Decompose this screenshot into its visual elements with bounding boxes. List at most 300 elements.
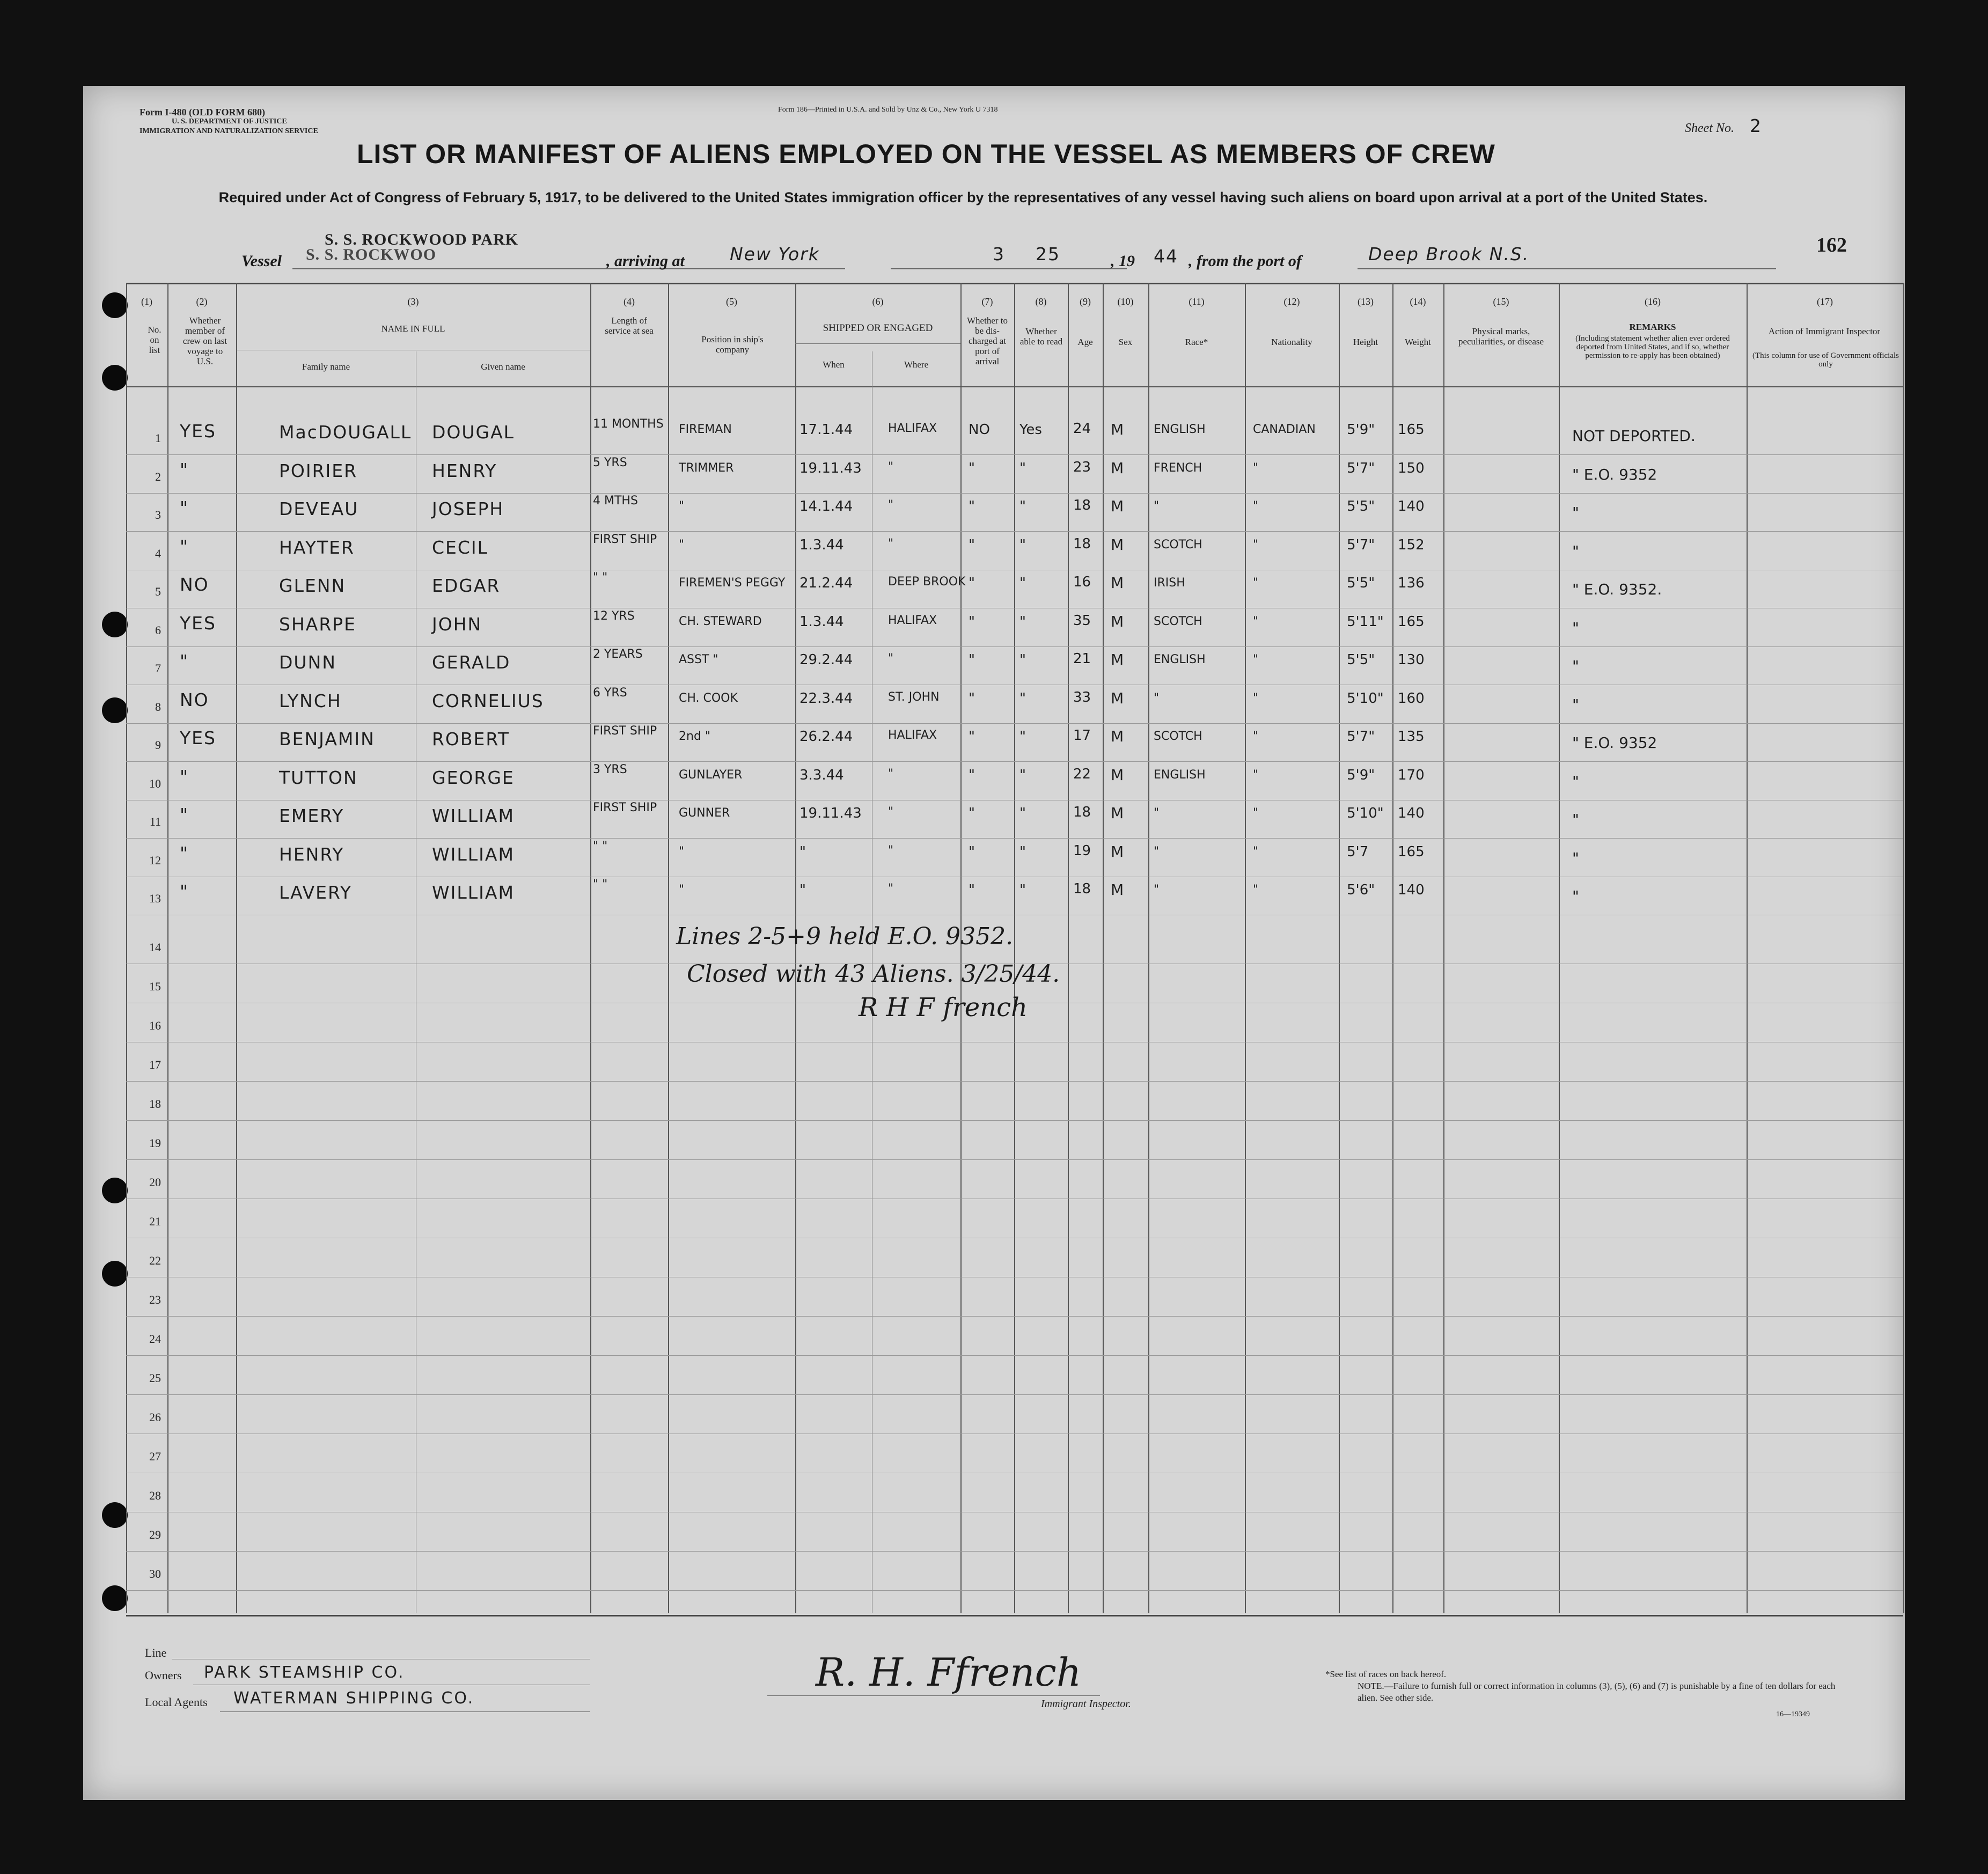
- cell-sex: M: [1111, 421, 1124, 438]
- cell-position: ": [679, 499, 685, 513]
- cell-remarks: NOT DEPORTED.: [1572, 427, 1696, 445]
- cell-discharged: ": [969, 575, 975, 591]
- cell-read: ": [1019, 537, 1026, 553]
- cell-read: ": [1019, 498, 1026, 515]
- table-row: [126, 416, 1903, 454]
- table-row: [126, 1160, 1903, 1199]
- cell-remarks: ": [1572, 504, 1579, 521]
- punch-hole: [102, 365, 128, 391]
- cell-discharged: ": [969, 767, 975, 783]
- cell-family-name: SHARPE: [279, 613, 357, 635]
- row-number: 20: [149, 1175, 161, 1189]
- cell-given-name: GERALD: [432, 652, 511, 673]
- cell-discharged: ": [969, 652, 975, 668]
- cell-where: ": [888, 767, 894, 781]
- col-10-num: (10): [1117, 296, 1134, 307]
- cell-read: ": [1019, 652, 1026, 668]
- year-value: 44: [1154, 246, 1178, 267]
- cell-when: 22.3.44: [799, 690, 853, 707]
- inspector-label: Immigrant Inspector.: [1041, 1698, 1131, 1710]
- vessel-stamp-bottom: S. S. ROCKWOO: [306, 246, 437, 263]
- cell-when: 19.11.43: [799, 805, 862, 821]
- cell-read: ": [1019, 805, 1026, 821]
- agents-label: Local Agents: [145, 1695, 208, 1709]
- vessel-label: Vessel: [241, 252, 282, 270]
- col-nationality: Nationality: [1271, 337, 1312, 347]
- table-row: [126, 493, 1903, 531]
- row-number: 7: [155, 662, 161, 675]
- cell-position: FIREMAN: [679, 423, 732, 436]
- cell-where: ": [888, 537, 894, 550]
- cell-position: GUNNER: [679, 806, 730, 820]
- col-1-num: (1): [141, 296, 152, 307]
- row-number: 11: [149, 815, 161, 828]
- col-where: Where: [904, 359, 929, 370]
- cell-discharged: ": [969, 690, 975, 707]
- cell-position: CH. COOK: [679, 691, 738, 705]
- table-row: [126, 1317, 1903, 1355]
- cell-height: 5'11": [1347, 613, 1384, 630]
- col-3-num: (3): [407, 296, 419, 307]
- row-number: 23: [149, 1293, 161, 1306]
- row-rule: [126, 493, 1903, 494]
- cell-service: 6 YRS: [593, 686, 627, 700]
- cell-given-name: ROBERT: [432, 729, 510, 749]
- col-2-num: (2): [196, 296, 208, 307]
- cell-nationality: ": [1253, 730, 1259, 743]
- cell-height: 5'7": [1347, 537, 1375, 553]
- cell-sex: M: [1111, 574, 1124, 592]
- sheet-number: [1685, 115, 1762, 136]
- cell-remarks: ": [1572, 849, 1579, 867]
- cell-weight: 152: [1398, 537, 1425, 553]
- cell-position: GUNLAYER: [679, 768, 743, 782]
- cell-service: FIRST SHIP: [593, 801, 657, 814]
- cell-weight: 140: [1398, 882, 1425, 898]
- cell-race: ": [1154, 691, 1160, 705]
- cell-where: HALIFAX: [888, 613, 937, 627]
- cell-age: 21: [1073, 651, 1091, 667]
- col-7-num: (7): [981, 296, 993, 307]
- table-row: [126, 877, 1903, 915]
- cell-where: ": [888, 843, 894, 857]
- row-rule: [126, 454, 1903, 455]
- table-row: [126, 723, 1903, 761]
- cell-race: ENGLISH: [1154, 653, 1206, 666]
- table-row: [126, 570, 1903, 608]
- cell-remarks: ": [1572, 811, 1579, 828]
- cell-height: 5'5": [1347, 652, 1375, 668]
- cell-nationality: ": [1253, 614, 1259, 628]
- cell-nationality: ": [1253, 768, 1259, 782]
- cell-family-name: HENRY: [279, 843, 344, 865]
- cell-given-name: HENRY: [432, 460, 497, 481]
- cell-age: 35: [1073, 612, 1091, 629]
- table-row: [126, 1356, 1903, 1394]
- cell-given-name: WILLIAM: [432, 805, 515, 826]
- row-number: 9: [155, 738, 161, 752]
- cell-service: " ": [593, 839, 608, 853]
- page-subtitle: Required under Act of Congress of February 5, 1917, to be delivered to the United States immigration officer by the representatives of any vessel having such aliens on board upon arrival at a port of the United States.: [218, 189, 1708, 205]
- cell-given-name: CECIL: [432, 537, 489, 558]
- cell-age: 17: [1073, 727, 1091, 744]
- cell-sex: M: [1111, 881, 1124, 899]
- table-row: [126, 1552, 1903, 1590]
- col-whether-member: Whether member of crew on last voyage to U.S.: [182, 315, 228, 366]
- table-row: [126, 646, 1903, 685]
- cell-read: ": [1019, 690, 1026, 707]
- row-number: 27: [149, 1450, 161, 1463]
- year-prefix: , 19: [1111, 252, 1135, 270]
- cell-discharged: ": [969, 805, 975, 821]
- row-rule: [126, 1394, 1903, 1395]
- cell-position: 2nd ": [679, 730, 711, 743]
- cell-service: " ": [593, 878, 608, 891]
- table-row: [126, 455, 1903, 493]
- table-row: [126, 685, 1903, 723]
- col-able-read: Whether able to read: [1019, 326, 1063, 347]
- cell-given-name: WILLIAM: [432, 843, 515, 865]
- cell-family-name: TUTTON: [279, 767, 358, 788]
- col-name-in-full: NAME IN FULL: [381, 324, 445, 334]
- cell-family-name: DEVEAU: [279, 498, 359, 519]
- col-17-num: (17): [1817, 296, 1833, 307]
- cell-discharged: ": [969, 613, 975, 630]
- cell-position: CH. STEWARD: [679, 614, 762, 628]
- row-number: 22: [149, 1254, 161, 1267]
- cell-service: FIRST SHIP: [593, 724, 657, 738]
- row-number: 30: [149, 1567, 161, 1581]
- row-number: 3: [155, 508, 161, 521]
- col-no-on-list: No. on list: [148, 325, 162, 355]
- cell-service: 11 MONTHS: [593, 417, 664, 431]
- fine-note: NOTE.—Failure to furnish full or correct information in columns (3), (5), (6) and (7) is punishable by a fine of ten dollars for each alien. See other side.: [1358, 1681, 1836, 1703]
- table-row: [126, 532, 1903, 570]
- punch-hole: [102, 697, 128, 723]
- cell-weight: 130: [1398, 652, 1425, 668]
- cell-service: 12 YRS: [593, 609, 635, 623]
- cell-service: " ": [593, 571, 608, 584]
- row-rule: [126, 838, 1903, 839]
- cell-discharged: NO: [969, 422, 990, 438]
- col-age: Age: [1077, 337, 1093, 347]
- cell-member: ": [180, 766, 189, 787]
- cell-family-name: DUNN: [279, 652, 336, 673]
- cell-given-name: CORNELIUS: [432, 690, 544, 711]
- cell-sex: M: [1111, 727, 1124, 745]
- cell-read: ": [1019, 729, 1026, 745]
- cell-read: Yes: [1019, 422, 1042, 438]
- row-number: 18: [149, 1097, 161, 1111]
- cell-race: ENGLISH: [1154, 423, 1206, 436]
- table-row: [126, 762, 1903, 800]
- cell-weight: 165: [1398, 613, 1425, 630]
- row-rule: [126, 1120, 1903, 1121]
- col-position: Position in ship's company: [701, 334, 764, 355]
- row-number: 14: [149, 940, 161, 954]
- row-number: 2: [155, 469, 161, 483]
- col-4-num: (4): [623, 296, 635, 307]
- cell-age: 18: [1073, 881, 1091, 897]
- table-row: [126, 1395, 1903, 1434]
- cell-service: FIRST SHIP: [593, 532, 657, 546]
- cell-where: ST. JOHN: [888, 690, 940, 704]
- cell-read: ": [1019, 460, 1026, 476]
- col-shipped: SHIPPED OR ENGAGED: [823, 322, 933, 334]
- cell-when: 1.3.44: [799, 613, 844, 630]
- cell-age: 16: [1073, 574, 1091, 590]
- cell-sex: M: [1111, 766, 1124, 784]
- cell-member: ": [180, 497, 189, 518]
- cell-nationality: ": [1253, 806, 1259, 820]
- cell-member: ": [180, 651, 189, 672]
- row-number: 5: [155, 585, 161, 598]
- cell-weight: 165: [1398, 422, 1425, 438]
- row-number: 13: [149, 892, 161, 905]
- cell-age: 23: [1073, 459, 1091, 475]
- punch-hole: [102, 292, 128, 318]
- arriving-value: New York: [730, 244, 820, 264]
- cell-race: IRISH: [1154, 576, 1185, 590]
- cell-height: 5'7": [1347, 729, 1375, 745]
- cell-weight: 136: [1398, 575, 1425, 591]
- arrival-day: 25: [1036, 244, 1060, 264]
- table-row: [126, 1435, 1903, 1473]
- col-action: Action of Immigrant Inspector: [1768, 326, 1881, 336]
- row-rule: [126, 1355, 1903, 1356]
- row-number: 21: [149, 1215, 161, 1228]
- cell-nationality: ": [1253, 653, 1259, 666]
- col-remarks: REMARKS: [1629, 322, 1676, 332]
- cell-race: ": [1154, 499, 1160, 513]
- cell-family-name: LYNCH: [279, 690, 342, 711]
- cell-age: 18: [1073, 535, 1091, 552]
- col-sex: Sex: [1118, 337, 1133, 347]
- cell-remarks: ": [1572, 772, 1579, 790]
- cell-sex: M: [1111, 497, 1124, 515]
- page-number: 162: [1816, 234, 1847, 256]
- cell-weight: 150: [1398, 460, 1425, 476]
- line-label: Line: [145, 1646, 167, 1659]
- col-14-num: (14): [1410, 296, 1426, 307]
- form-header: [140, 107, 365, 136]
- cell-member: ": [180, 535, 189, 557]
- col-6-num: (6): [872, 296, 884, 307]
- cell-member: ": [180, 804, 189, 825]
- col-physical: Physical marks, peculiarities, or disease: [1458, 326, 1544, 347]
- cell-when: ": [799, 843, 806, 860]
- col-15-num: (15): [1493, 296, 1509, 307]
- cell-discharged: ": [969, 498, 975, 515]
- cell-height: 5'10": [1347, 805, 1384, 821]
- cell-member: ": [180, 881, 189, 902]
- cell-discharged: ": [969, 537, 975, 553]
- col-height: Height: [1353, 337, 1378, 347]
- cell-remarks: ": [1572, 619, 1579, 637]
- table-row: [126, 800, 1903, 838]
- annotation-line-2: Closed with 43 Aliens. 3/25/44.: [687, 960, 1060, 988]
- cell-race: SCOTCH: [1154, 614, 1202, 628]
- cell-family-name: POIRIER: [279, 460, 358, 481]
- cell-position: ": [679, 844, 685, 858]
- cell-where: ": [888, 805, 894, 819]
- cell-race: ": [1154, 806, 1160, 820]
- cell-age: 22: [1073, 766, 1091, 782]
- cell-member: NO: [180, 574, 209, 595]
- sheet-value: 2: [1749, 115, 1762, 136]
- col-family-name: Family name: [302, 362, 350, 372]
- cell-nationality: ": [1253, 844, 1259, 858]
- row-number: 8: [155, 700, 161, 714]
- owners-value: PARK STEAMSHIP CO.: [204, 1663, 405, 1682]
- cell-read: ": [1019, 882, 1026, 898]
- cell-height: 5'5": [1347, 575, 1375, 591]
- cell-discharged: ": [969, 882, 975, 898]
- row-number: 4: [155, 546, 161, 560]
- owners-label: Owners: [145, 1669, 182, 1682]
- row-rule: [126, 1316, 1903, 1317]
- cell-when: 1.3.44: [799, 537, 844, 553]
- cell-sex: M: [1111, 804, 1124, 822]
- cell-when: 14.1.44: [799, 498, 853, 515]
- cell-member: YES: [180, 612, 216, 634]
- cell-family-name: GLENN: [279, 575, 346, 596]
- row-number: 19: [149, 1136, 161, 1150]
- col-9-num: (9): [1080, 296, 1091, 307]
- cell-where: DEEP BROOK: [888, 575, 966, 589]
- cell-sex: M: [1111, 612, 1124, 630]
- cell-height: 5'5": [1347, 498, 1375, 515]
- row-number: 17: [149, 1058, 161, 1071]
- col-12-num: (12): [1283, 296, 1300, 307]
- cell-sex: M: [1111, 689, 1124, 707]
- cell-when: 29.2.44: [799, 652, 853, 668]
- cell-age: 18: [1073, 497, 1091, 513]
- table-row: [126, 1043, 1903, 1081]
- cell-race: ": [1154, 883, 1160, 896]
- table-row: [126, 925, 1903, 964]
- cell-race: FRENCH: [1154, 461, 1202, 475]
- col-action-note: (This column for use of Government officials only: [1752, 351, 1899, 369]
- cell-height: 5'6": [1347, 882, 1375, 898]
- col-when: When: [823, 359, 845, 370]
- service: IMMIGRATION AND NATURALIZATION SERVICE: [140, 127, 318, 135]
- cell-age: 24: [1073, 421, 1091, 437]
- page-title: LIST OR MANIFEST OF ALIENS EMPLOYED ON THE VESSEL AS MEMBERS OF CREW: [357, 139, 1495, 169]
- vessel-line: [241, 231, 1851, 274]
- annotation-line-1: Lines 2-5+9 held E.O. 9352.: [676, 923, 1014, 950]
- table-row: [126, 608, 1903, 646]
- col-race: Race*: [1185, 337, 1208, 347]
- col-11-num: (11): [1189, 296, 1205, 307]
- cell-age: 33: [1073, 689, 1091, 705]
- vessel-stamp-top: S. S. ROCKWOOD PARK: [325, 231, 518, 248]
- cell-nationality: CANADIAN: [1253, 423, 1316, 436]
- cell-weight: 140: [1398, 805, 1425, 821]
- cell-height: 5'9": [1347, 767, 1375, 783]
- table-row: [126, 1474, 1903, 1512]
- cell-given-name: JOHN: [432, 613, 482, 635]
- cell-read: ": [1019, 767, 1026, 783]
- col-length-service: Length of service at sea: [605, 315, 654, 336]
- col-weight: Weight: [1405, 337, 1431, 347]
- cell-height: 5'7": [1347, 460, 1375, 476]
- form-id: Form I-480 (OLD FORM 680): [140, 107, 265, 117]
- row-number: 16: [149, 1019, 161, 1032]
- cell-given-name: JOSEPH: [432, 498, 504, 519]
- cell-weight: 165: [1398, 843, 1425, 860]
- cell-when: 19.11.43: [799, 460, 862, 476]
- cell-where: ": [888, 882, 894, 895]
- printer-line: Form 186—Printed in U.S.A. and Sold by Unz & Co., New York U 7318: [778, 106, 998, 114]
- cell-read: ": [1019, 843, 1026, 860]
- cell-nationality: ": [1253, 883, 1259, 896]
- row-rule: [126, 1081, 1903, 1082]
- cell-race: ENGLISH: [1154, 768, 1206, 782]
- cell-family-name: LAVERY: [279, 882, 353, 903]
- cell-where: HALIFAX: [888, 729, 937, 742]
- row-number: 12: [149, 853, 161, 867]
- cell-position: ": [679, 883, 685, 896]
- cell-age: 18: [1073, 804, 1091, 820]
- cell-sex: M: [1111, 842, 1124, 861]
- arrival-month: 3: [993, 244, 1005, 264]
- col-discharged: Whether to be dis-charged at port of arrival: [967, 315, 1008, 366]
- cell-height: 5'9": [1347, 422, 1375, 438]
- cell-position: FIREMEN'S PEGGY: [679, 576, 786, 590]
- cell-member: NO: [180, 689, 209, 710]
- inspector-signature: R. H. Ffrench: [816, 1650, 1082, 1695]
- arriving-label: , arriving at: [606, 252, 685, 270]
- cell-weight: 140: [1398, 498, 1425, 515]
- cell-discharged: ": [969, 843, 975, 860]
- col-8-num: (8): [1035, 296, 1047, 307]
- row-number: 10: [149, 776, 161, 790]
- table-row: [126, 1121, 1903, 1159]
- cell-given-name: EDGAR: [432, 575, 501, 596]
- cell-service: 4 MTHS: [593, 494, 638, 508]
- from-label: , from the port of: [1189, 252, 1302, 270]
- cell-member: YES: [180, 421, 216, 442]
- cell-remarks: " E.O. 9352.: [1572, 580, 1662, 598]
- cell-service: 2 YEARS: [593, 648, 643, 661]
- cell-remarks: " E.O. 9352: [1572, 465, 1657, 483]
- table-row: [126, 839, 1903, 877]
- cell-read: ": [1019, 613, 1026, 630]
- col-given-name: Given name: [481, 362, 525, 372]
- col-13-num: (13): [1358, 296, 1374, 307]
- cell-when: 3.3.44: [799, 767, 844, 783]
- cell-read: ": [1019, 575, 1026, 591]
- row-rule: [126, 646, 1903, 647]
- cell-family-name: MacDOUGALL: [279, 422, 412, 443]
- cell-when: 17.1.44: [799, 422, 853, 438]
- row-rule: [126, 1551, 1903, 1552]
- row-rule: [126, 531, 1903, 532]
- cell-where: ": [888, 652, 894, 665]
- cell-when: 21.2.44: [799, 575, 853, 591]
- row-number: 29: [149, 1528, 161, 1541]
- row-number: 1: [155, 431, 161, 445]
- punch-hole: [102, 612, 128, 637]
- row-number: 25: [149, 1371, 161, 1385]
- cell-where: ": [888, 498, 894, 512]
- cell-given-name: DOUGAL: [432, 422, 515, 443]
- cell-height: 5'7: [1347, 843, 1369, 860]
- row-rule: [126, 761, 1903, 762]
- cell-race: ": [1154, 844, 1160, 858]
- col-5-num: (5): [726, 296, 737, 307]
